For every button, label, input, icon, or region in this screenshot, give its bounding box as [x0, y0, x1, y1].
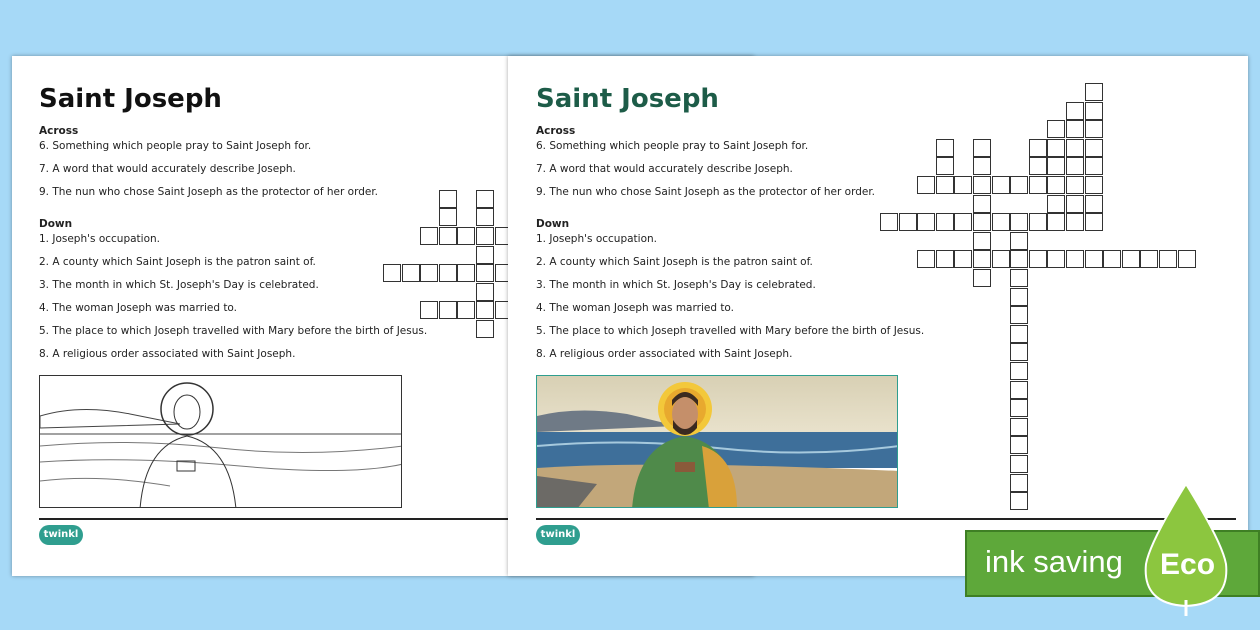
crossword-cell[interactable] — [936, 250, 954, 268]
crossword-cell[interactable] — [420, 227, 438, 245]
clue-down-3: 3. The month in which St. Joseph's Day is celebrated. — [39, 279, 319, 291]
crossword-cell[interactable] — [973, 213, 991, 231]
eco-label: Eco — [1160, 548, 1216, 581]
crossword-cell[interactable] — [973, 176, 991, 194]
crossword-cell[interactable] — [1010, 325, 1028, 343]
crossword-cell[interactable] — [1178, 250, 1196, 268]
crossword-cell[interactable] — [1047, 195, 1065, 213]
across-heading: Across — [39, 125, 79, 137]
clue-down-2: 2. A county which Saint Joseph is the patron saint of. — [39, 256, 316, 268]
clue-across-7: 7. A word that would accurately describe Joseph. — [536, 163, 793, 175]
crossword-cell[interactable] — [1010, 288, 1028, 306]
crossword-cell[interactable] — [992, 176, 1010, 194]
crossword-cell[interactable] — [439, 264, 457, 282]
crossword-cell[interactable] — [476, 190, 494, 208]
crossword-cell[interactable] — [1066, 176, 1084, 194]
crossword-cell[interactable] — [1066, 157, 1084, 175]
crossword-cell[interactable] — [973, 250, 991, 268]
crossword-cell[interactable] — [954, 176, 972, 194]
crossword-cell[interactable] — [1085, 250, 1103, 268]
crossword-cell[interactable] — [1010, 362, 1028, 380]
crossword-cell[interactable] — [420, 264, 438, 282]
twinkl-logo: twinkl — [536, 525, 580, 545]
crossword-cell[interactable] — [1010, 306, 1028, 324]
crossword-cell[interactable] — [1010, 250, 1028, 268]
clue-across-7: 7. A word that would accurately describe Joseph. — [39, 163, 296, 175]
clue-down-2: 2. A county which Saint Joseph is the patron saint of. — [536, 256, 813, 268]
crossword-cell[interactable] — [1066, 250, 1084, 268]
crossword-cell[interactable] — [439, 301, 457, 319]
crossword-cell[interactable] — [1010, 474, 1028, 492]
crossword-cell[interactable] — [457, 264, 475, 282]
crossword-cell[interactable] — [1029, 213, 1047, 231]
crossword-cell[interactable] — [1140, 250, 1158, 268]
crossword-cell[interactable] — [936, 176, 954, 194]
footer-divider — [536, 518, 1236, 520]
clue-across-9: 9. The nun who chose Saint Joseph as the protector of her order. — [536, 186, 876, 198]
crossword-cell[interactable] — [457, 301, 475, 319]
crossword-cell[interactable] — [1010, 343, 1028, 361]
crossword-cell[interactable] — [1047, 213, 1065, 231]
across-heading: Across — [536, 125, 576, 137]
clue-down-1: 1. Joseph's occupation. — [39, 233, 160, 245]
crossword-cell[interactable] — [973, 139, 991, 157]
clue-down-5: 5. The place to which Joseph travelled with Mary before the birth of Jesus. — [39, 325, 428, 337]
crossword-cell[interactable] — [1029, 139, 1047, 157]
crossword-cell[interactable] — [992, 250, 1010, 268]
crossword-cell[interactable] — [1159, 250, 1177, 268]
crossword-cell[interactable] — [383, 264, 401, 282]
worksheet-colour — [508, 56, 1248, 576]
crossword-cell[interactable] — [1047, 157, 1065, 175]
crossword-cell[interactable] — [1010, 492, 1028, 510]
clue-down-4: 4. The woman Joseph was married to. — [39, 302, 238, 314]
crossword-cell[interactable] — [439, 190, 457, 208]
crossword-cell[interactable] — [1029, 250, 1047, 268]
clue-down-5: 5. The place to which Joseph travelled with Mary before the birth of Jesus. — [536, 325, 925, 337]
ink-saving-label: ink saving — [985, 544, 1123, 579]
crossword-cell[interactable] — [1047, 139, 1065, 157]
crossword-cell[interactable] — [476, 283, 494, 301]
clue-across-6: 6. Something which people pray to Saint Joseph for. — [39, 140, 312, 152]
crossword-cell[interactable] — [954, 213, 972, 231]
crossword-cell[interactable] — [1010, 399, 1028, 417]
crossword-cell[interactable] — [899, 213, 917, 231]
crossword-cell[interactable] — [476, 264, 494, 282]
page-title: Saint Joseph — [536, 84, 719, 114]
crossword-cell[interactable] — [476, 320, 494, 338]
crossword-cell[interactable] — [1085, 195, 1103, 213]
crossword-cell[interactable] — [992, 213, 1010, 231]
crossword-cell[interactable] — [1010, 176, 1028, 194]
crossword-cell[interactable] — [973, 269, 991, 287]
clue-down-3: 3. The month in which St. Joseph's Day is celebrated. — [536, 279, 816, 291]
crossword-cell[interactable] — [936, 157, 954, 175]
crossword-cell[interactable] — [973, 195, 991, 213]
clue-down-8: 8. A religious order associated with Saint Joseph. — [39, 348, 296, 360]
crossword-cell[interactable] — [476, 246, 494, 264]
crossword-cell[interactable] — [1010, 455, 1028, 473]
crossword-cell[interactable] — [1085, 120, 1103, 138]
crossword-cell[interactable] — [439, 227, 457, 245]
clue-down-1: 1. Joseph's occupation. — [536, 233, 657, 245]
crossword-cell[interactable] — [1029, 176, 1047, 194]
crossword-cell[interactable] — [880, 213, 898, 231]
crossword-cell[interactable] — [476, 227, 494, 245]
crossword-cell[interactable] — [1010, 269, 1028, 287]
clue-list — [536, 125, 924, 371]
crossword-cell[interactable] — [457, 227, 475, 245]
crossword-cell[interactable] — [1103, 250, 1121, 268]
clue-down-4: 4. The woman Joseph was married to. — [536, 302, 735, 314]
down-heading: Down — [39, 218, 73, 230]
crossword-cell[interactable] — [1010, 213, 1028, 231]
crossword-cell[interactable] — [1047, 176, 1065, 194]
crossword-cell[interactable] — [1010, 418, 1028, 436]
clue-down-8: 8. A religious order associated with Saint Joseph. — [536, 348, 793, 360]
clue-across-9: 9. The nun who chose Saint Joseph as the protector of her order. — [39, 186, 379, 198]
crossword-cell[interactable] — [973, 232, 991, 250]
crossword-cell[interactable] — [1047, 250, 1065, 268]
crossword-cell[interactable] — [1122, 250, 1140, 268]
crossword-cell[interactable] — [1010, 232, 1028, 250]
crossword-cell[interactable] — [1066, 120, 1084, 138]
crossword-cell[interactable] — [402, 264, 420, 282]
crossword-cell[interactable] — [954, 250, 972, 268]
clue-across-6: 6. Something which people pray to Saint Joseph for. — [536, 140, 809, 152]
crossword-cell[interactable] — [1047, 120, 1065, 138]
crossword-cell[interactable] — [1066, 195, 1084, 213]
page-title: Saint Joseph — [39, 84, 222, 114]
crossword-cell[interactable] — [1066, 213, 1084, 231]
crossword-cell[interactable] — [973, 157, 991, 175]
illustration-outline — [39, 375, 402, 508]
crossword-cell[interactable] — [1010, 436, 1028, 454]
crossword-cell[interactable] — [439, 208, 457, 226]
twinkl-logo: twinkl — [39, 525, 83, 545]
crossword-cell[interactable] — [1029, 157, 1047, 175]
crossword-cell[interactable] — [1066, 102, 1084, 120]
down-heading: Down — [536, 218, 570, 230]
crossword-cell[interactable] — [1085, 213, 1103, 231]
crossword-cell[interactable] — [1085, 83, 1103, 101]
clue-list — [39, 125, 427, 371]
crossword-cell[interactable] — [476, 301, 494, 319]
illustration-colour — [536, 375, 898, 508]
crossword-cell[interactable] — [1010, 381, 1028, 399]
crossword-cell[interactable] — [420, 301, 438, 319]
crossword-cell[interactable] — [936, 139, 954, 157]
crossword-cell[interactable] — [917, 176, 935, 194]
crossword-cell[interactable] — [917, 250, 935, 268]
crossword-cell[interactable] — [1085, 102, 1103, 120]
crossword-cell[interactable] — [1066, 139, 1084, 157]
crossword-cell[interactable] — [917, 213, 935, 231]
crossword-cell[interactable] — [1085, 139, 1103, 157]
crossword-cell[interactable] — [936, 213, 954, 231]
crossword-cell[interactable] — [476, 208, 494, 226]
crossword-cell[interactable] — [1085, 176, 1103, 194]
crossword-cell[interactable] — [1085, 157, 1103, 175]
